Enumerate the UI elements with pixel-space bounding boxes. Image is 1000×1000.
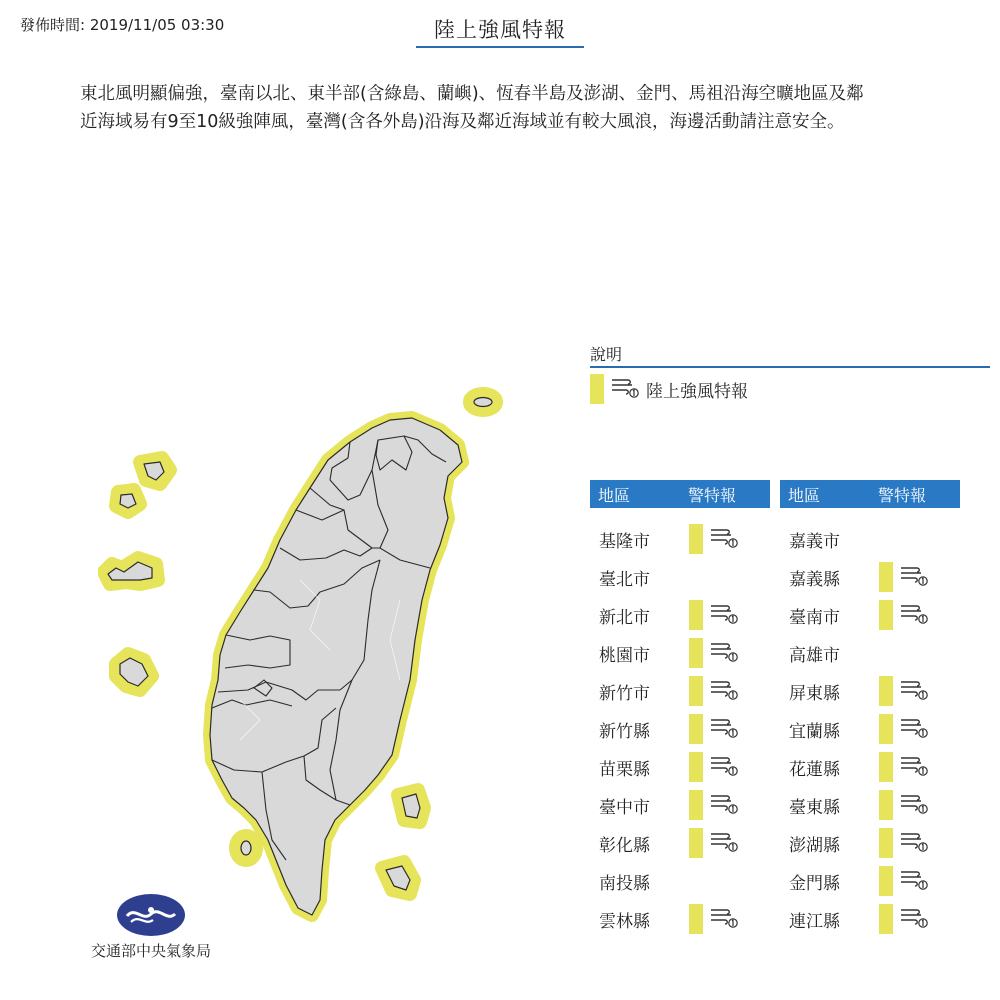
warning-yellow-swatch — [689, 790, 703, 820]
region-name: 新竹縣 — [599, 721, 650, 742]
region-name: 臺北市 — [599, 569, 650, 590]
warning-yellow-swatch — [879, 790, 893, 820]
region-name: 宜蘭縣 — [789, 721, 840, 742]
warning-yellow-swatch — [879, 752, 893, 782]
legend-yellow-swatch — [590, 374, 604, 404]
warning-yellow-swatch — [689, 752, 703, 782]
region-row — [590, 520, 770, 558]
region-name: 臺中市 — [599, 797, 650, 818]
region-table-right — [780, 480, 960, 938]
warning-yellow-swatch — [879, 714, 893, 744]
region-row — [590, 900, 770, 938]
warning-yellow-swatch — [689, 600, 703, 630]
region-row — [780, 558, 960, 596]
warning-cell — [689, 828, 739, 858]
region-row — [590, 786, 770, 824]
warning-yellow-swatch — [689, 524, 703, 554]
region-name: 苗栗縣 — [599, 759, 650, 780]
region-row — [780, 634, 960, 672]
strong-wind-icon — [709, 905, 739, 933]
region-name: 連江縣 — [789, 911, 840, 932]
warning-cell — [879, 562, 929, 592]
region-name: 雲林縣 — [599, 911, 650, 932]
warning-cell — [689, 676, 739, 706]
region-row — [590, 862, 770, 900]
region-list-right — [780, 520, 960, 938]
region-name: 金門縣 — [789, 873, 840, 894]
region-row — [780, 786, 960, 824]
warning-cell — [879, 866, 929, 896]
warning-yellow-swatch — [879, 676, 893, 706]
strong-wind-icon — [899, 715, 929, 743]
region-row — [590, 596, 770, 634]
warning-cell — [879, 790, 929, 820]
region-name: 彰化縣 — [599, 835, 650, 856]
region-name: 桃園市 — [599, 645, 650, 666]
header-region: 地區 — [598, 485, 631, 505]
strong-wind-icon — [899, 601, 929, 629]
strong-wind-icon — [899, 867, 929, 895]
region-row — [780, 672, 960, 710]
region-name: 屏東縣 — [789, 683, 840, 704]
strong-wind-icon — [610, 375, 640, 403]
warning-cell — [879, 714, 929, 744]
strong-wind-icon — [709, 677, 739, 705]
region-row — [590, 710, 770, 748]
region-row — [780, 520, 960, 558]
region-name: 嘉義市 — [789, 531, 840, 552]
region-row — [590, 634, 770, 672]
warning-yellow-swatch — [879, 600, 893, 630]
cwb-logo — [86, 892, 216, 961]
warning-cell — [879, 752, 929, 782]
warning-cell — [689, 600, 739, 630]
region-row — [590, 558, 770, 596]
region-row — [780, 862, 960, 900]
table-header — [780, 480, 960, 508]
warning-yellow-swatch — [879, 828, 893, 858]
strong-wind-icon — [899, 563, 929, 591]
region-name: 臺東縣 — [789, 797, 840, 818]
warning-yellow-swatch — [879, 562, 893, 592]
warning-yellow-swatch — [689, 714, 703, 744]
description-line-2: 近海域易有9至10級強陣風，臺灣(含各外島)沿海及鄰近海域並有較大風浪，海邊活動請注意安全。 — [80, 112, 845, 132]
region-table-left — [590, 480, 770, 938]
region-name: 嘉義縣 — [789, 569, 840, 590]
strong-wind-icon — [709, 715, 739, 743]
page-title: 陸上強風特報 — [434, 18, 566, 42]
strong-wind-icon — [709, 829, 739, 857]
table-header — [590, 480, 770, 508]
strong-wind-icon — [709, 639, 739, 667]
region-row — [780, 596, 960, 634]
warning-cell — [879, 904, 929, 934]
warning-cell — [689, 790, 739, 820]
region-name: 新北市 — [599, 607, 650, 628]
strong-wind-icon — [899, 753, 929, 781]
warning-cell — [879, 828, 929, 858]
warning-cell — [689, 752, 739, 782]
strong-wind-icon — [899, 829, 929, 857]
region-row — [780, 900, 960, 938]
cwb-emblem-icon — [115, 892, 187, 938]
warning-cell — [879, 600, 929, 630]
region-list-left — [590, 520, 770, 938]
warning-yellow-swatch — [879, 866, 893, 896]
region-row — [590, 748, 770, 786]
issue-time: 發佈時間: 2019/11/05 03:30 — [20, 16, 225, 34]
region-row — [780, 710, 960, 748]
strong-wind-icon — [709, 601, 739, 629]
legend-label: 陸上強風特報 — [646, 381, 748, 402]
warning-cell — [689, 524, 739, 554]
warning-yellow-swatch — [689, 676, 703, 706]
warning-cell — [689, 638, 739, 668]
warning-description — [80, 80, 900, 136]
strong-wind-icon — [709, 753, 739, 781]
region-name: 南投縣 — [599, 873, 650, 894]
strong-wind-icon — [899, 791, 929, 819]
agency-name: 交通部中央氣象局 — [90, 942, 211, 960]
region-name: 基隆市 — [599, 531, 650, 552]
region-name: 新竹市 — [599, 683, 650, 704]
warning-cell — [879, 676, 929, 706]
region-row — [590, 824, 770, 862]
warning-yellow-swatch — [689, 638, 703, 668]
strong-wind-icon — [899, 905, 929, 933]
region-name: 臺南市 — [789, 607, 840, 628]
strong-wind-icon — [899, 677, 929, 705]
region-name: 花蓮縣 — [789, 759, 840, 780]
description-line-1: 東北風明顯偏強，臺南以北、東半部(含綠島、蘭嶼)、恆春半島及澎湖、金門、馬祖沿海空曠地區及鄰 — [80, 84, 864, 104]
header-warning: 警特報 — [878, 485, 927, 505]
strong-wind-icon — [709, 791, 739, 819]
header-warning: 警特報 — [688, 485, 737, 505]
header-region: 地區 — [788, 485, 821, 505]
region-row — [780, 824, 960, 862]
title-underline — [416, 14, 584, 48]
strong-wind-icon — [709, 525, 739, 553]
warning-yellow-swatch — [879, 904, 893, 934]
region-name: 高雄市 — [789, 645, 840, 666]
region-row — [780, 748, 960, 786]
taiwan-map — [98, 380, 518, 940]
warning-yellow-swatch — [689, 904, 703, 934]
region-row — [590, 672, 770, 710]
warning-cell — [689, 904, 739, 934]
warning-yellow-swatch — [689, 828, 703, 858]
legend-title: 說明 — [590, 342, 990, 368]
legend-item — [590, 374, 748, 404]
warning-cell — [689, 714, 739, 744]
region-name: 澎湖縣 — [789, 835, 840, 856]
